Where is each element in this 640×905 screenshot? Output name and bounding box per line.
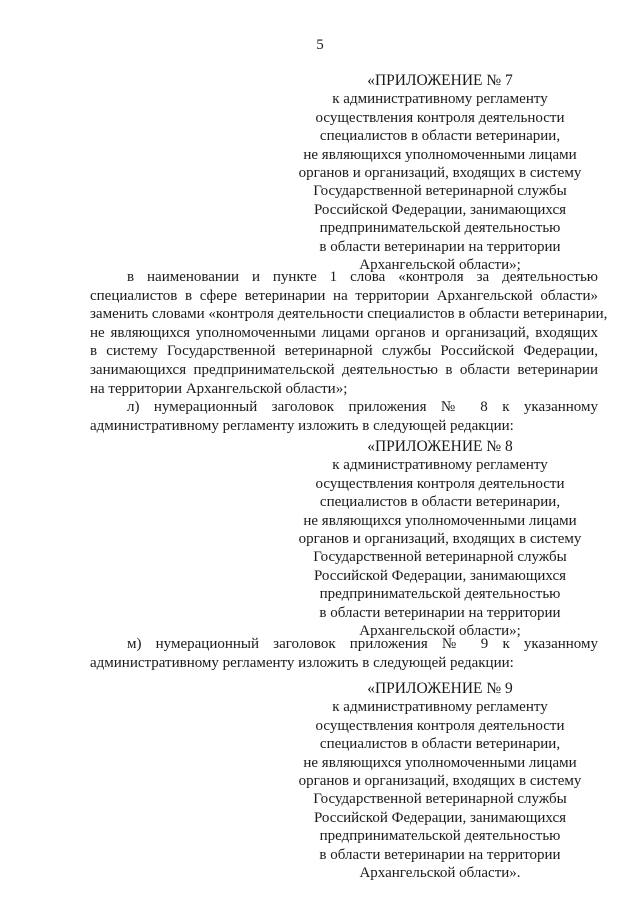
- paragraph-k-line: в систему Государственной ветеринарной службы Российской Федерации,: [90, 343, 598, 360]
- appendix-8-line: в области ветеринарии на территории: [319, 604, 561, 621]
- appendix-9-line: специалистов в области ветеринарии,: [319, 736, 561, 753]
- paragraph-l: [90, 398, 598, 435]
- appendix-7-line: Российской Федерации, занимающихся: [313, 201, 567, 218]
- appendix-9-line: Государственной ветеринарной службы: [313, 791, 567, 808]
- paragraph-k-line: заменить словами «контроля деятельности специалистов в области ветеринарии,: [90, 306, 608, 323]
- appendix-7-line: осуществления контроля деятельности: [315, 109, 565, 126]
- appendix-8-line: Архангельской области»;: [359, 623, 521, 640]
- paragraph-m-line: м) нумерационный заголовок приложения № 9 к указанному: [127, 636, 598, 652]
- paragraph-l-line: л) нумерационный заголовок приложения № 8 к указанному: [127, 399, 598, 415]
- appendix-9-line: к административному регламенту: [332, 699, 548, 716]
- paragraph-k-line: в наименовании и пункте 1 слова «контроля за деятельностью: [127, 269, 598, 285]
- appendix-7-line: Архангельской области»;: [359, 257, 521, 274]
- appendix-9-line: в области ветеринарии на территории: [319, 846, 561, 863]
- appendix-7-line: специалистов в области ветеринарии,: [319, 128, 561, 145]
- paragraph-m: [90, 635, 598, 672]
- appendix-8-line: специалистов в области ветеринарии,: [319, 494, 561, 511]
- appendix-9-line: предпринимательской деятельностью: [319, 828, 561, 845]
- appendix-7-line: к административному регламенту: [332, 91, 548, 108]
- paragraph-k-line: на территории Архангельской области»;: [90, 380, 348, 397]
- appendix-8-line: предпринимательской деятельностью: [319, 586, 561, 603]
- paragraph-k-line: не являющихся уполномоченными лицами органов и организаций, входящих: [90, 324, 598, 341]
- page-number: 5: [316, 37, 324, 53]
- paragraph-k-line: специалистов в сфере ветеринарии на территории Архангельской области»: [90, 287, 598, 304]
- appendix-8-title: «ПРИЛОЖЕНИЕ № 8: [367, 438, 513, 455]
- appendix-7-line: не являющихся уполномоченными лицами: [303, 146, 577, 163]
- appendix-7-header: [282, 72, 598, 274]
- appendix-9-line: органов и организаций, входящих в систему: [298, 773, 582, 790]
- paragraph-k: [90, 268, 608, 398]
- appendix-8-line: Российской Федерации, занимающихся: [313, 567, 567, 584]
- appendix-7-line: органов и организаций, входящих в систему: [298, 165, 582, 182]
- appendix-8-header: [282, 438, 598, 640]
- appendix-7-title: «ПРИЛОЖЕНИЕ № 7: [367, 72, 513, 89]
- appendix-9-line: Архангельской области».: [359, 865, 521, 882]
- appendix-9-line: не являющихся уполномоченными лицами: [303, 754, 577, 771]
- appendix-9-title: «ПРИЛОЖЕНИЕ № 9: [367, 680, 513, 697]
- appendix-8-line: к административному регламенту: [332, 457, 548, 474]
- appendix-7-line: Государственной ветеринарной службы: [313, 183, 567, 200]
- appendix-8-line: не являющихся уполномоченными лицами: [303, 512, 577, 529]
- appendix-7-line: в области ветеринарии на территории: [319, 238, 561, 255]
- appendix-7-line: предпринимательской деятельностью: [319, 220, 561, 237]
- appendix-9-header: [282, 680, 598, 882]
- appendix-8-line: органов и организаций, входящих в систему: [298, 531, 582, 548]
- appendix-8-line: Государственной ветеринарной службы: [313, 549, 567, 566]
- appendix-9-line: осуществления контроля деятельности: [315, 717, 565, 734]
- paragraph-k-line: занимающихся предпринимательской деятельностью в области ветеринарии: [90, 361, 598, 378]
- appendix-8-line: осуществления контроля деятельности: [315, 475, 565, 492]
- appendix-9-line: Российской Федерации, занимающихся: [313, 809, 567, 826]
- paragraph-m-line: административному регламенту изложить в следующей редакции:: [90, 654, 514, 671]
- paragraph-l-line: административному регламенту изложить в следующей редакции:: [90, 417, 514, 434]
